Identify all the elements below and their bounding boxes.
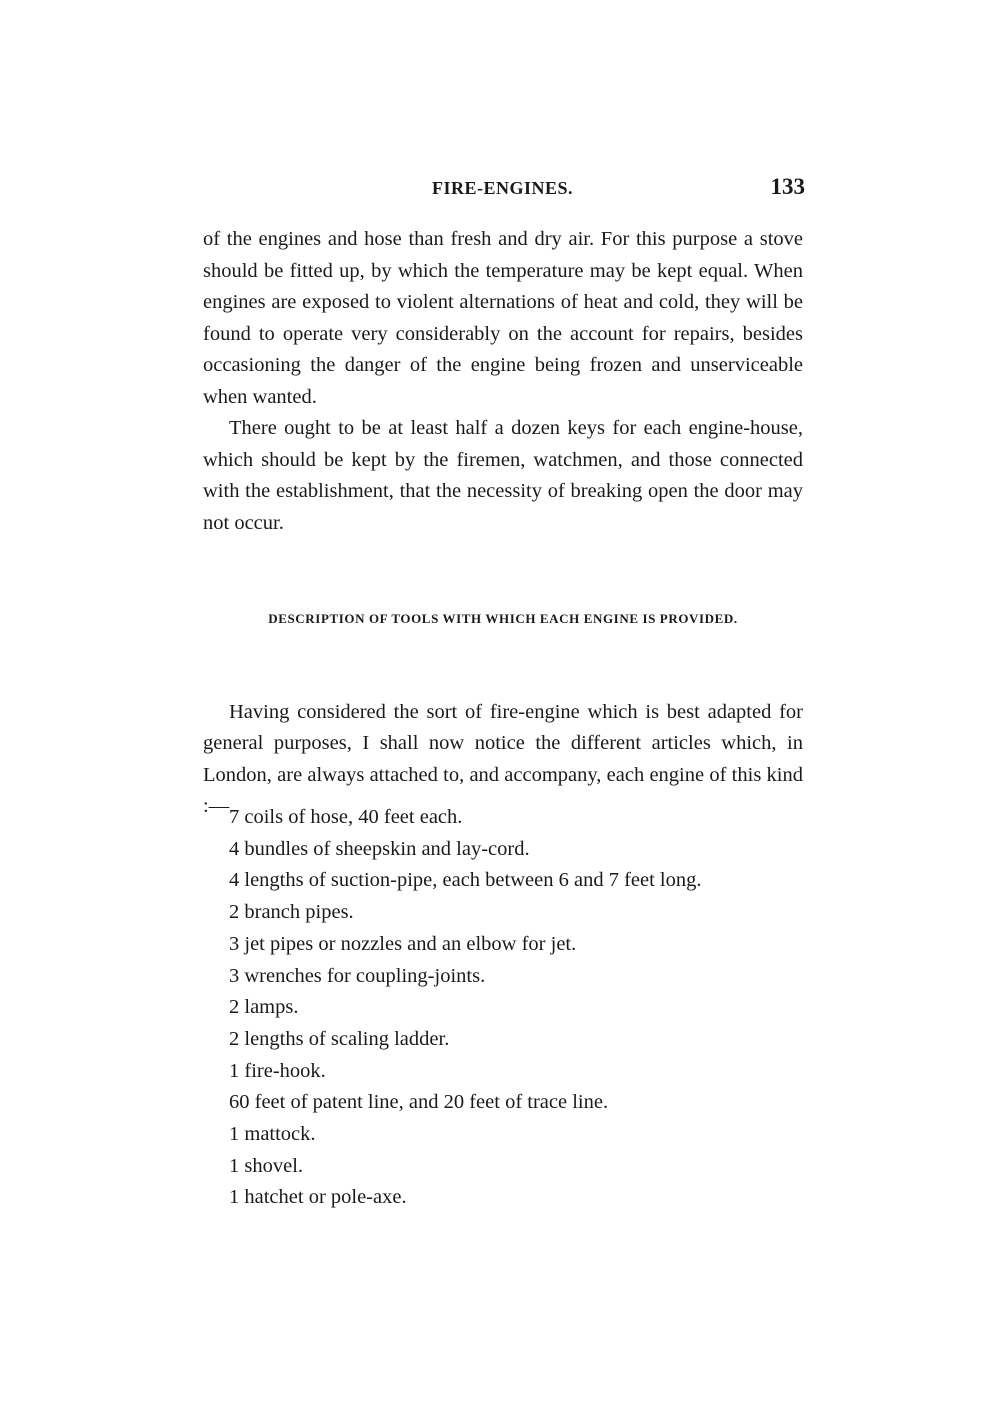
list-item: 2 branch pipes. [229, 901, 354, 924]
list-item: 2 lamps. [229, 996, 299, 1019]
list-item: 3 jet pipes or nozzles and an elbow for jet. [229, 932, 577, 955]
list-item: 60 feet of patent line, and 20 feet of trace line. [229, 1091, 609, 1114]
list-item: 1 shovel. [229, 1154, 304, 1177]
list-item: 1 hatchet or pole-axe. [229, 1186, 407, 1209]
page-number: 133 [770, 174, 805, 199]
section-heading: DESCRIPTION OF TOOLS WITH WHICH EACH ENGINE IS PROVIDED. [268, 611, 738, 626]
paragraph-keys: There ought to be at least half a dozen keys for each engine-house, which should be kept by the firemen, watchmen, and those connected with the establishment, that the necessity of breaking open the door may not occur. [203, 417, 803, 534]
list-item: 7 coils of hose, 40 feet each. [229, 806, 463, 828]
body-text [203, 224, 803, 539]
list-item: 2 lengths of scaling ladder. [229, 1027, 450, 1050]
running-title: FIRE-ENGINES. [431, 178, 574, 198]
tool-list [229, 802, 819, 1214]
list-item: 4 bundles of sheepskin and lay-cord. [229, 837, 530, 860]
list-item: 4 lengths of suction-pipe, each between 6 and 7 feet long. [229, 869, 702, 892]
list-item: 3 wrenches for coupling-joints. [229, 964, 486, 987]
list-item: 1 mattock. [229, 1123, 316, 1146]
running-head [200, 174, 805, 206]
list-item: 1 fire-hook. [229, 1059, 326, 1082]
paragraph-continued: of the engines and hose than fresh and dry air. For this purpose a stove should be fitted up, by which the temperature may be kept equal. When engines are exposed to violent alternations of heat and cold, they will be found to operate very considerably on the account for repairs, besides occasioning the danger of the engine being frozen and unserviceable when wanted. [203, 228, 803, 408]
section-intro: Having considered the sort of fire-engine which is best adapted for general purposes, I shall now notice the different articles which, in London, are always attached to, and accompany, each engine of this kind :— [203, 700, 803, 817]
